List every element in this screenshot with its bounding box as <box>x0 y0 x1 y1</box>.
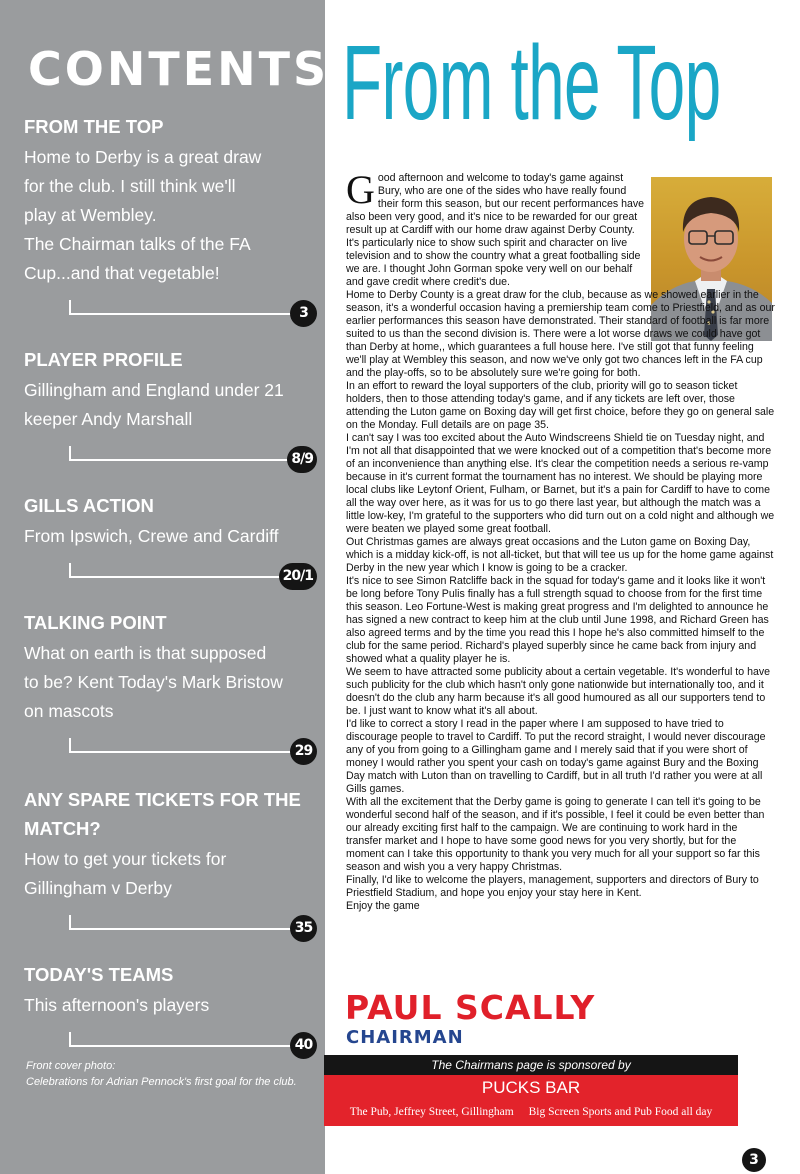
page-number-badge: 3 <box>290 300 317 327</box>
entry-line: keeper Andy Marshall <box>24 409 193 429</box>
cover-photo-caption <box>26 1058 311 1090</box>
entry-page-reference <box>24 294 319 328</box>
leader-tick <box>69 563 71 577</box>
entry-line: How to get your tickets for <box>24 849 227 869</box>
page-number-badge: 40 <box>290 1032 317 1059</box>
sponsor-details <box>324 1104 738 1120</box>
entry-line: Gillingham and England under 21 <box>24 380 284 400</box>
entry-line: What on earth is that supposed <box>24 643 267 663</box>
article-paragraph: We seem to have attracted some publicity about a certain vegetable. It's wonderful to have such publicity for the club which hasn't only gone nationwide but internationally too, and it doesn't do the club any harm because it's all good humoured as all our supporters tend to be. I just want to know what it's all about. <box>346 666 771 717</box>
entry-description <box>24 522 319 551</box>
leader-rule <box>69 928 294 930</box>
entry-page-reference <box>24 732 319 766</box>
caption-text: Celebrations for Adrian Pennock's first goal for the club. <box>26 1076 297 1088</box>
leader-tick <box>69 1032 71 1046</box>
entry-page-reference <box>24 557 319 591</box>
entry-heading: FROM THE TOP <box>24 116 164 137</box>
sponsor-tagline: Big Screen Sports and Pub Food all day <box>528 1106 713 1118</box>
leader-rule <box>69 313 294 315</box>
article-paragraph: It's nice to see Simon Ratcliffe back in the squad for today's game and it looks like it won't be long before Tony Pulis finally has a full strength squad to choose from for the first time this season. Leo Fortune-West is making great progress and I'm delighted to announce he has signed a new contract to keep him at the club until June 1998, and Richard Green has also agreed terms and by the time you read this I hope he's also committed himself to the club for the same period. Richard's played superbly since he came back from injury and showed what a quality player he is. <box>346 575 769 665</box>
article-paragraph: With all the excitement that the Derby game is going to generate I can tell it's going to be wonderful second half of the season, and if it's possible, I feel it could be even better than our already exciting first half to the campaign. We are continuing to work hard in the transfer market and I hope to have some good news for you very shortly, but for the moment can I take this opportunity to thank you very much for all your support so far this season and wish you a very happy Christmas. <box>346 796 765 873</box>
leader-rule <box>69 576 294 578</box>
drop-cap: G <box>346 167 375 212</box>
entry-heading: GILLS ACTION <box>24 495 154 516</box>
contents-entry-talking-point[interactable] <box>24 608 319 766</box>
entry-line: Home to Derby is a great draw <box>24 147 262 167</box>
entry-page-reference <box>24 909 319 943</box>
contents-entry-spare-tickets[interactable] <box>24 785 319 943</box>
entry-heading: TODAY'S TEAMS <box>24 964 174 985</box>
entry-line: play at Wembley. <box>24 205 157 225</box>
entry-heading: TALKING POINT <box>24 612 167 633</box>
caption-label: Front cover photo: <box>26 1060 116 1072</box>
entry-line: Gillingham v Derby <box>24 878 172 898</box>
leader-rule <box>69 459 294 461</box>
page-number-badge: 35 <box>290 915 317 942</box>
leader-tick <box>69 738 71 752</box>
entry-page-reference <box>24 1026 319 1060</box>
entry-description <box>24 376 319 434</box>
leader-rule <box>69 751 294 753</box>
leader-rule <box>69 1045 294 1047</box>
article-paragraph: I'd like to correct a story I read in the paper where I am supposed to have tried to discourage people to travel to Cardiff. To put the record straight, I would never discourage any of you from going to a Gillingham game and I merely said that if you were short of money I would rather you spent your cash on today's game against Bury and the Boxing Day match with Luton than on travelling to Cardiff, but in all truth I'd rather you were at all Gills games. <box>346 718 766 795</box>
leader-tick <box>69 300 71 314</box>
sponsor-box <box>324 1075 738 1126</box>
signature-name: PAUL SCALLY <box>345 988 596 1027</box>
page-number-badge: 3 <box>742 1148 766 1172</box>
entry-line: on mascots <box>24 701 114 721</box>
sponsor-address: The Pub, Jeffrey Street, Gillingham <box>349 1106 514 1118</box>
article-paragraph: Out Christmas games are always great occasions and the Luton game on Boxing Day, which is a midday kick-off, is not all-ticket, but that will tee us up for the home game against Derby in the new year which I know is going to be a cracker. <box>346 536 774 574</box>
article-paragraph: In an effort to reward the loyal supporters of the club, priority will go to season ticket holders, then to those attending today's game, and if any tickets are left over, those attending the Luton game on Boxing day will get first choice, before they go on general sale on the Monday. Full details are on page 35. <box>346 380 775 431</box>
sponsor-header: The Chairmans page is sponsored by <box>324 1055 738 1075</box>
signature-role: CHAIRMAN <box>346 1027 464 1048</box>
article-paragraph: I can't say I was too excited about the Auto Windscreens Shield tie on Tuesday night, and I'm not all that disappointed that we were knocked out of a competition that's become more of an inconvenience than anything else. It's clear the competition needs a serious re-vamp because in it's current format the tournament has no interest. We should be playing more local clubs like Leytonf Orient, Fulham, or Barnet, but it's a pain for Cardiff to have to come all the way over here, as it was for us to go there last year, but although the match was a little low-key, I'm grateful to the supporters who did turn out on a cold night and although we were beaten we played some great football. <box>346 432 775 535</box>
article-title: From the Top <box>342 24 721 142</box>
contents-entry-gills-action[interactable] <box>24 491 319 591</box>
entry-line: This afternoon's players <box>24 995 210 1015</box>
entry-line: From Ipswich, Crewe and Cardiff <box>24 526 279 546</box>
article-paragraph: Home to Derby County is a great draw for the club, because as we showed earlier in the season, it's a wonderful occasion having a premiership team come to Priestfield, and as our earlier performances this season have demonstrated. Their standard of football is far more suited to us than the second division is. There were a lot worse draws we could have got than Derby at home,, which guarantees a full house here. I've still got that funny feeling we'll play at Wembley this season, and now we've only got two chances left in the FA cup and the play-offs, so to be absolutely sure we're going for both. <box>346 289 775 379</box>
entry-line: to be? Kent Today's Mark Bristow <box>24 672 283 692</box>
sponsor-name: PUCKS BAR <box>481 1078 581 1097</box>
article-paragraph: Enjoy the game <box>346 900 420 912</box>
page-number-badge: 20/1 <box>279 563 317 590</box>
entry-description <box>24 639 319 726</box>
page-number-badge: 29 <box>290 738 317 765</box>
entry-line: The Chairman talks of the FA <box>24 234 251 254</box>
entry-description <box>24 143 319 288</box>
leader-tick <box>69 446 71 460</box>
contents-entry-player-profile[interactable] <box>24 345 319 474</box>
article-paragraph: Finally, I'd like to welcome the players, management, supporters and directors of Bury to Priestfield Stadium, and hope you enjoy your stay here in Kent. <box>346 874 759 899</box>
entry-heading: PLAYER PROFILE <box>24 349 183 370</box>
contents-title: CONTENTS <box>28 42 330 96</box>
contents-entry-todays-teams[interactable] <box>24 960 319 1060</box>
entry-description <box>24 845 319 903</box>
contents-entry-from-the-top[interactable] <box>24 112 319 328</box>
article-intro-paragraph <box>346 167 776 289</box>
entry-line: Cup...and that vegetable! <box>24 263 220 283</box>
intro-text: ood afternoon and welcome to today's game against Bury, who are one of the sides who have really found their form this season, but our recent performances have also been very good, and it's nice to be rewarded for our great result up at Cardiff with our home draw against Derby County. It's particularly nice to show such spirit and character on live television and to show the country what a great footballing side we are. I thought John Gorman spoke very well on our behalf and gave credit where credit's due. <box>346 172 645 288</box>
leader-tick <box>69 915 71 929</box>
page-number-badge: 8/9 <box>287 446 317 473</box>
entry-page-reference <box>24 440 319 474</box>
article-body <box>346 167 776 913</box>
entry-line: for the club. I still think we'll <box>24 176 236 196</box>
contents-sidebar <box>0 0 330 1174</box>
entry-heading: ANY SPARE TICKETS FOR THE MATCH? <box>24 789 301 839</box>
entry-description <box>24 991 319 1020</box>
